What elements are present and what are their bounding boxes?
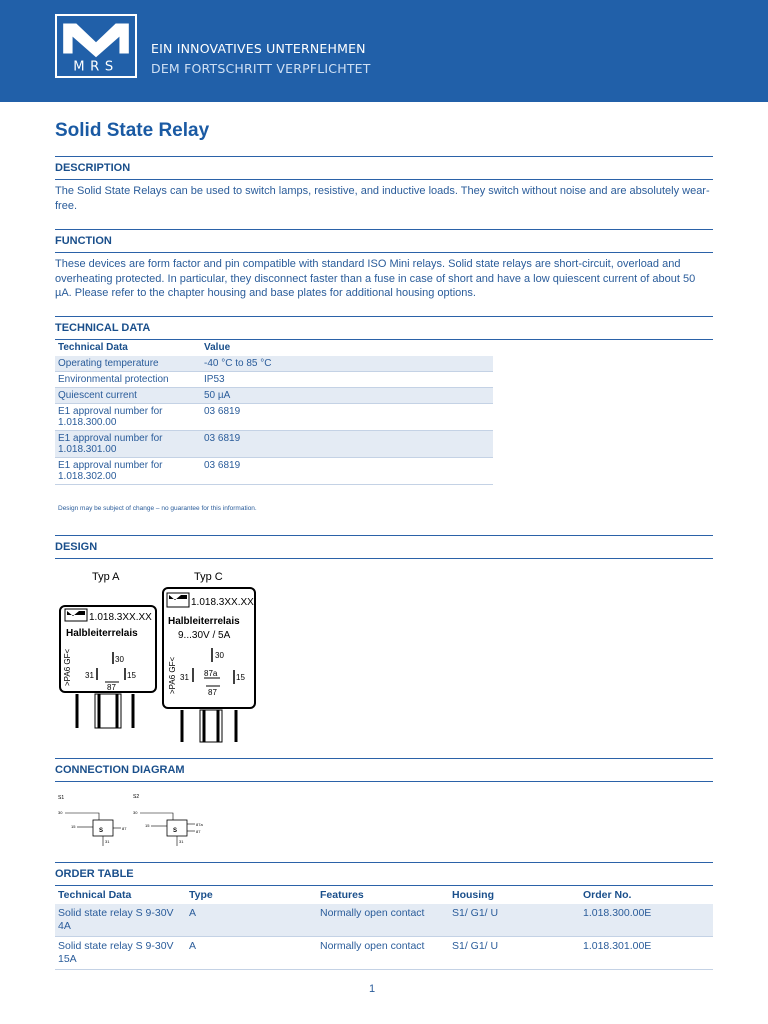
svg-text:31: 31 bbox=[105, 839, 110, 844]
table-cell: IP53 bbox=[201, 372, 493, 388]
table-cell: E1 approval number for 1.018.300.00 bbox=[55, 404, 201, 431]
table-cell: 1.018.301.00E bbox=[580, 937, 713, 970]
relay-type-c-icon bbox=[158, 568, 268, 748]
svg-text:87: 87 bbox=[122, 826, 127, 831]
column-header: Housing bbox=[452, 889, 494, 901]
page-title: Solid State Relay bbox=[55, 120, 210, 141]
mrs-logo bbox=[55, 14, 137, 78]
table-cell: Environmental protection bbox=[55, 372, 201, 388]
svg-text:S: S bbox=[173, 828, 178, 834]
svg-text:31: 31 bbox=[85, 671, 94, 680]
section-function-heading bbox=[55, 229, 713, 253]
svg-text:31: 31 bbox=[179, 839, 184, 844]
section-order-table-heading bbox=[55, 862, 713, 886]
svg-text:Typ A: Typ A bbox=[92, 571, 120, 583]
svg-text:S: S bbox=[99, 828, 104, 834]
page-number: 1 bbox=[369, 983, 376, 995]
table-cell: A bbox=[186, 937, 317, 970]
section-heading-text: ORDER TABLE bbox=[55, 868, 134, 880]
function-text: These devices are form factor and pin compatible with standard ISO Mini relays. Solid state relays are short-circuit, overload and overheating protected. In particular, they disconnect faster than a fuse in case of short and have a low quiescent current of about 50 µA. Please refer to the chapter housing and base plates for additional housing options. bbox=[55, 258, 696, 299]
column-header: Technical Data bbox=[58, 889, 132, 901]
svg-text:87: 87 bbox=[196, 829, 201, 834]
table-row bbox=[55, 937, 713, 970]
table-cell: Normally open contact bbox=[317, 904, 449, 937]
relay-type-a-icon bbox=[55, 568, 163, 748]
section-heading-text: DESCRIPTION bbox=[55, 162, 131, 174]
svg-text:>PA6 GF<: >PA6 GF< bbox=[168, 656, 177, 694]
table-cell: E1 approval number for 1.018.301.00 bbox=[55, 431, 201, 458]
relay-type-a-drawing bbox=[55, 568, 163, 748]
svg-text:30: 30 bbox=[133, 810, 138, 815]
svg-text:15: 15 bbox=[145, 823, 150, 828]
svg-text:87: 87 bbox=[107, 683, 116, 692]
tagline-primary: EIN INNOVATIVES UNTERNEHMEN bbox=[151, 41, 366, 56]
table-cell: S1/ G1/ U bbox=[449, 937, 580, 970]
svg-text:15: 15 bbox=[71, 824, 76, 829]
svg-text:30: 30 bbox=[115, 655, 124, 664]
table-cell: S1/ G1/ U bbox=[449, 904, 580, 937]
table-row bbox=[55, 388, 493, 404]
table-cell: Normally open contact bbox=[317, 937, 449, 970]
svg-text:87a: 87a bbox=[196, 822, 203, 827]
column-header: Value bbox=[204, 342, 231, 353]
table-row bbox=[55, 404, 493, 431]
table-header-row bbox=[55, 339, 493, 356]
description-text: The Solid State Relays can be used to switch lamps, resistive, and inductive loads. They switch without noise and are absolutely wear-free. bbox=[55, 185, 710, 212]
technical-data-table bbox=[55, 339, 493, 485]
connection-diagram bbox=[55, 790, 225, 850]
svg-text:Typ C: Typ C bbox=[194, 571, 223, 583]
svg-text:MRS: MRS bbox=[73, 59, 119, 75]
svg-text:15: 15 bbox=[127, 671, 136, 680]
svg-text:30: 30 bbox=[215, 651, 224, 660]
svg-text:31: 31 bbox=[180, 673, 189, 682]
svg-text:S2: S2 bbox=[133, 794, 140, 800]
page-header bbox=[0, 0, 768, 102]
svg-text:87: 87 bbox=[208, 688, 217, 697]
table-row bbox=[55, 904, 713, 937]
table-cell: Solid state relay S 9-30V 15A bbox=[55, 937, 186, 970]
connection-diagram-icon bbox=[55, 790, 225, 850]
table-row bbox=[55, 356, 493, 372]
table-cell: Solid state relay S 9-30V 4A bbox=[55, 904, 186, 937]
table-cell: 1.018.300.00E bbox=[580, 904, 713, 937]
table-cell: Operating temperature bbox=[55, 356, 201, 372]
svg-text:Halbleiterrelais: Halbleiterrelais bbox=[66, 628, 138, 639]
section-heading-text: DESIGN bbox=[55, 541, 98, 553]
table-cell: 03 6819 bbox=[201, 404, 493, 431]
section-connection-diagram-heading bbox=[55, 758, 713, 782]
section-heading-text: FUNCTION bbox=[55, 235, 112, 247]
svg-text:87a: 87a bbox=[204, 669, 218, 678]
svg-text:9...30V / 5A: 9...30V / 5A bbox=[178, 630, 231, 641]
table-cell: A bbox=[186, 904, 317, 937]
table-row bbox=[55, 458, 493, 485]
table-cell: -40 °C to 85 °C bbox=[201, 356, 493, 372]
table-header-row bbox=[55, 886, 713, 904]
table-cell: 03 6819 bbox=[201, 458, 493, 485]
column-header: Features bbox=[320, 889, 364, 901]
section-heading-text: CONNECTION DIAGRAM bbox=[55, 764, 185, 776]
table-cell: 03 6819 bbox=[201, 431, 493, 458]
svg-text:1.018.3XX.XX: 1.018.3XX.XX bbox=[89, 612, 152, 623]
table-cell: Quiescent current bbox=[55, 388, 201, 404]
svg-text:Halbleiterrelais: Halbleiterrelais bbox=[168, 616, 240, 627]
svg-text:S1: S1 bbox=[58, 795, 65, 801]
svg-text:1.018.3XX.XX: 1.018.3XX.XX bbox=[191, 597, 254, 608]
section-description-heading bbox=[55, 156, 713, 180]
svg-text:30: 30 bbox=[58, 810, 63, 815]
section-technical-data-heading bbox=[55, 316, 713, 340]
svg-text:>PA6 GF<: >PA6 GF< bbox=[63, 648, 72, 686]
table-cell: 50 µA bbox=[201, 388, 493, 404]
mrs-logo-icon bbox=[57, 16, 135, 76]
table-cell: E1 approval number for 1.018.302.00 bbox=[55, 458, 201, 485]
table-row bbox=[55, 431, 493, 458]
column-header: Order No. bbox=[583, 889, 632, 901]
svg-text:15: 15 bbox=[236, 673, 245, 682]
order-table bbox=[55, 886, 713, 970]
relay-type-c-drawing bbox=[158, 568, 268, 748]
column-header: Type bbox=[189, 889, 213, 901]
section-heading-text: TECHNICAL DATA bbox=[55, 322, 151, 334]
disclaimer-text: Design may be subject of change – no guarantee for this information. bbox=[58, 505, 257, 512]
section-design-heading bbox=[55, 535, 713, 559]
tagline-secondary: DEM FORTSCHRITT VERPFLICHTET bbox=[151, 61, 371, 76]
column-header: Technical Data bbox=[58, 342, 128, 353]
table-row bbox=[55, 372, 493, 388]
